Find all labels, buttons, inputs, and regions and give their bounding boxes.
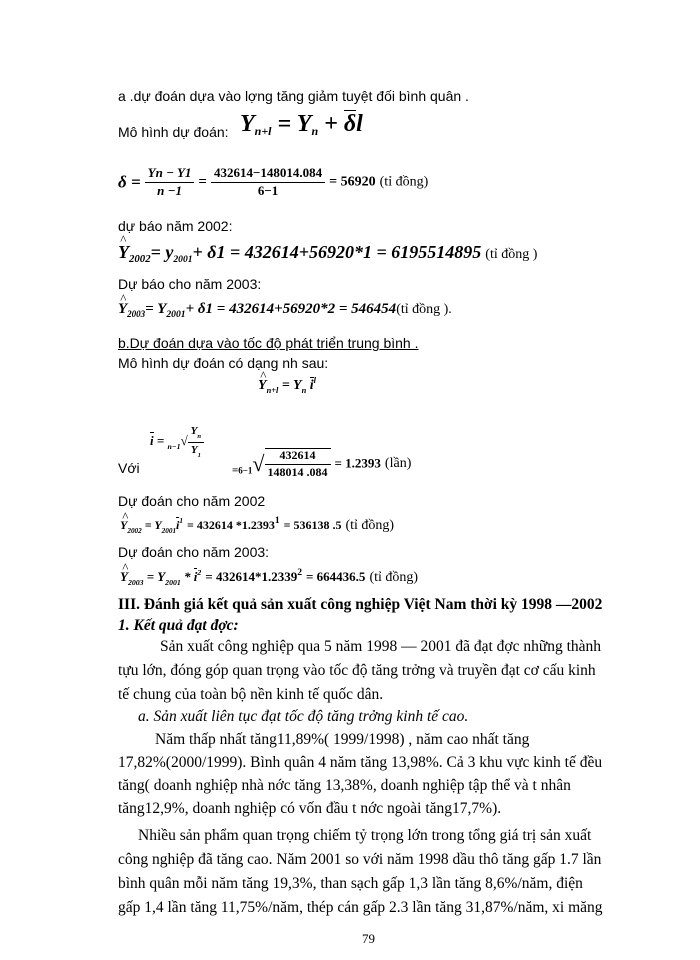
f03-unit: (tỉ đồng ). — [396, 302, 452, 317]
f03-y: ^ Y — [118, 301, 127, 318]
delta-den2: 6−1 — [257, 182, 279, 198]
model-formula-a: $Y_{n+l} = Y_n + \delta l$ — [240, 111, 363, 138]
f02-eq: = y — [150, 242, 174, 262]
f02-rest: + δ1 = 432614+56920*1 = 6195514895 — [192, 242, 482, 262]
b-forecast-2003-label: Dự đoán cho năm 2003: — [118, 544, 270, 560]
part-a-heading: a .dự đoán dựa vào lợng tăng giảm tuyệt đối bình quân . — [118, 88, 469, 104]
delta-formula — [118, 166, 428, 212]
para2-line1: Năm thấp nhất tăng11,89%( 1999/1998) , năm cao nhất tăng — [155, 731, 530, 748]
f02-y: ^ Y — [118, 242, 129, 263]
part-b-model-label: Mô hình dự đoán có dạng nh sau: — [118, 355, 329, 371]
root-frac — [265, 448, 331, 480]
ibar-def: i = $_{n-1}$√ $\frac{Y_n}{Y_1}$ — [150, 425, 204, 459]
para3-line3: bình quân mỗi năm tăng 19,3%, than sạch gấp 1,3 lần tăng 8,6%/năm, điện — [118, 875, 583, 892]
para1-line2: tựu lớn, đóng góp quan trọng vào tốc độ tăng trởng và truyền đạt cơ cấu kinh — [118, 662, 596, 679]
root-num: 432614 — [265, 449, 331, 465]
formula-text-store — [0, 0, 1, 1]
para1-line3: tế chung của toàn bộ nền kinh tế quốc dân. — [118, 686, 384, 703]
para2-line4: tăng12,9%, doanh nghiệp có vốn đầu t nớc ngoài tăng17,7%). — [118, 800, 502, 817]
delta-eq: = — [198, 173, 207, 190]
ibar-unit: (lần) — [384, 455, 412, 471]
forecast-2002-label: dự báo năm 2002: — [118, 218, 233, 234]
root-index: 6−1 — [238, 465, 253, 476]
f02b-rest: = 432614 *1.2393 — [186, 518, 275, 532]
delta-result: = 56920 — [329, 174, 376, 190]
para3-line2: công nghiệp đã tăng cao. Năm 2001 so với năm 1998 dầu thô tăng gấp 1.7 lần — [118, 851, 602, 868]
forecast-2003-label: Dự báo cho năm 2003: — [118, 276, 262, 292]
ibar-calc: $_{=6-1}$√ $\frac{432614}{148014 .084}$ = 1.2393 (lần) — [232, 448, 412, 479]
with-label: Với — [118, 460, 140, 476]
ibar-result: = 1.2393 — [334, 455, 381, 471]
model-label: Mô hình dự đoán: — [118, 124, 229, 140]
delta-num: Yn − Y1 — [145, 166, 195, 183]
delta-den: n −1 — [157, 182, 182, 198]
f02-y2001: 2001 — [173, 254, 193, 265]
f03b-lhs: 2003 — [127, 578, 144, 587]
sub-a: a. Sản xuất liên tục đạt tốc độ tăng trởng kinh tế cao. — [138, 708, 469, 725]
f02-ysub: 2002 — [129, 253, 151, 265]
delta-unit: (tỉ đồng) — [379, 174, 429, 190]
delta-lhs: δ = — [118, 172, 141, 192]
forecast-2002-formula — [118, 242, 537, 265]
para3-line1: Nhiều sản phẩm quan trọng chiếm tỷ trọng lớn trong tổng giá trị sản xuất — [138, 827, 592, 844]
f03b-unit: (tỉ đồng) — [369, 570, 419, 585]
f02b-mid: 2001 — [161, 527, 177, 535]
f02b-lhs: 2002 — [127, 527, 142, 535]
b-forecast-2002-formula: ^ $Y_{2002} = Y_{2001}i^1 = 432614$ *1.2393$^1$ = 536138 .5 (tỉ đồng) — [120, 515, 394, 535]
f03-y2001: 2001 — [166, 309, 186, 320]
root-den: 148014 .084 — [267, 464, 328, 479]
section-subtitle: 1. Kết quả đạt đợc: — [118, 617, 239, 634]
f02b-result: = 536138 .5 — [283, 518, 342, 532]
model-formula-b: ^ $Y_{n+l} = Y_n$ $i^l$ — [258, 376, 316, 396]
delta-frac-1 — [145, 166, 195, 199]
part-b-heading: b.Dự đoán dựa vào tốc độ phát triển trung bình . — [118, 335, 419, 351]
f03-ysub: 2003 — [127, 309, 146, 319]
para2-line3: tăng( doanh nghiệp nhà nớc tăng 13,38%, doanh nghiệp tập thể và t nhân — [118, 777, 571, 794]
b-forecast-2003-formula: ^ $Y_{2003} = Y_{2001} * i^2 = 432614*1.2339^2 = 664436.5$ (tỉ đồng) — [120, 567, 418, 588]
para1-line1: Sản xuất công nghiệp qua 5 năm 1998 — 2001 đã đạt đợc những thành — [160, 638, 602, 655]
page-number: 79 — [362, 931, 375, 946]
model-formula-a-text — [0, 0, 1, 1]
f02b-unit: (tỉ đồng) — [345, 518, 395, 533]
delta-frac-2 — [211, 166, 325, 199]
f03b-mid: 2001 — [165, 578, 181, 587]
f03b-rest: = 432614*1.2339 — [205, 569, 298, 584]
b-forecast-2002-label: Dự đoán cho năm 2002 — [118, 493, 266, 509]
f03b-result: = 664436.5 — [306, 569, 366, 584]
section-title: III. Đánh giá kết quả sản xuất công nghiệp Việt Nam thời kỳ 1998 —2002 — [118, 596, 603, 613]
f02-unit: (tỉ đồng ) — [485, 247, 538, 262]
delta-num2: 432614−148014.084 — [211, 166, 325, 183]
forecast-2003-formula — [118, 300, 452, 320]
para3-line4: gấp 1,4 lần tăng 11,75%/năm, thép cán gấp 2.3 lần tăng 31,87%/năm, xi măng — [118, 899, 603, 916]
para2-line2: 17,82%(2000/1999). Bình quân 4 năm tăng 13,98%. Cả 3 khu vực kinh tế đều — [118, 754, 603, 771]
f03-eq: = Y — [145, 301, 167, 317]
f03-rest: + δ1 = 432614+56920*2 = 546454 — [185, 301, 397, 317]
